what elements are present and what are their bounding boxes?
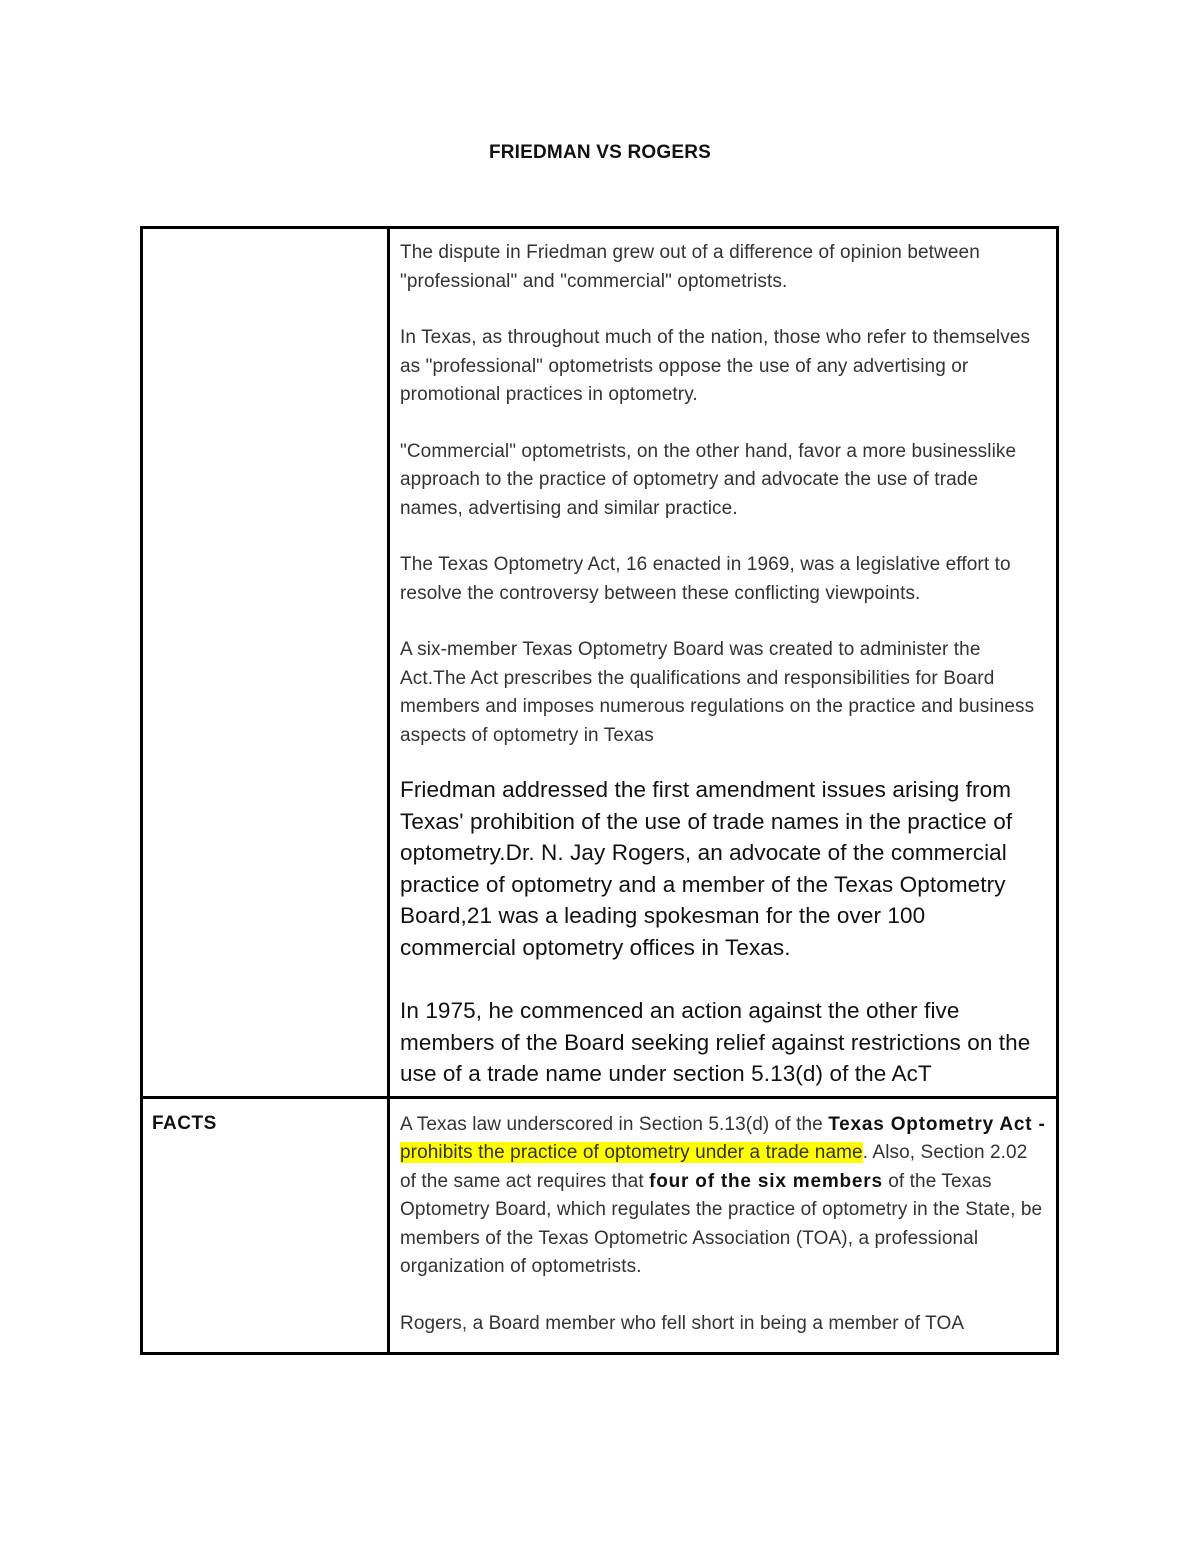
large-paragraph: Friedman addressed the first amendment issues arising from Texas' prohibition of the use of trade names in the practice of optometry.Dr. N. Jay Rogers, an advocate of the commercial practice of optometry and a member of the Texas Optometry Board,21 was a leading spokesman for the over 100 commercial optometry offices in Texas. xyxy=(400,777,1013,960)
row-label-cell xyxy=(142,1097,389,1354)
page-title: FRIEDMAN VS ROGERS xyxy=(488,142,712,163)
large-paragraph: In 1975, he commenced an action against the other five members of the Board seeking relief against restrictions on the use of a trade name under section 5.13(d) of the AcT xyxy=(400,998,1031,1086)
facts-intro: A Texas law underscored in Section 5.13(d) of the xyxy=(400,1113,829,1135)
paragraph: In Texas, as throughout much of the nation, those who refer to themselves as "professional" optometrists oppose the use of any advertising or promotional practices in optometry. xyxy=(400,327,1031,405)
row-content-cell xyxy=(389,228,1058,1098)
highlighted-text: prohibits the practice of optometry under a trade name xyxy=(400,1142,863,1163)
facts-paragraph xyxy=(400,1111,1046,1282)
paragraph: The dispute in Friedman grew out of a difference of opinion between "professional" and "commercial" optometrists. xyxy=(400,242,980,292)
paragraph: A six-member Texas Optometry Board was created to administer the Act.The Act prescribes the qualifications and responsibilities for Board members and imposes numerous regulations on the practice and business aspects of optometry in Texas xyxy=(400,639,1035,746)
row-label-cell xyxy=(142,228,389,1098)
paragraph: Rogers, a Board member who fell short in being a member of TOA xyxy=(400,1312,965,1334)
case-brief-table xyxy=(140,226,1059,1355)
row-content-cell xyxy=(389,1097,1058,1354)
facts-mid: . Also, Section 2.02 of the same act requires that xyxy=(400,1142,1028,1192)
act-name: Texas Optometry Act - xyxy=(828,1113,1046,1135)
paragraph: The Texas Optometry Act, 16 enacted in 1969, was a legislative effort to resolve the controversy between these conflicting viewpoints. xyxy=(400,554,1011,604)
table-row xyxy=(142,1097,1058,1354)
paragraph: "Commercial" optometrists, on the other hand, favor a more businesslike approach to the practice of optometry and advocate the use of trade names, advertising and similar practice. xyxy=(400,440,1017,519)
table-row xyxy=(142,228,1058,1098)
facts-rest: of the Texas Optometry Board, which regulates the practice of optometry in the State, be members of the Texas Optometric Association (TOA), a professional organization of optometrists. xyxy=(400,1170,1043,1277)
row-label-facts: FACTS xyxy=(152,1112,217,1134)
row-label xyxy=(143,229,387,243)
bold-members: four of the six members xyxy=(649,1170,883,1192)
